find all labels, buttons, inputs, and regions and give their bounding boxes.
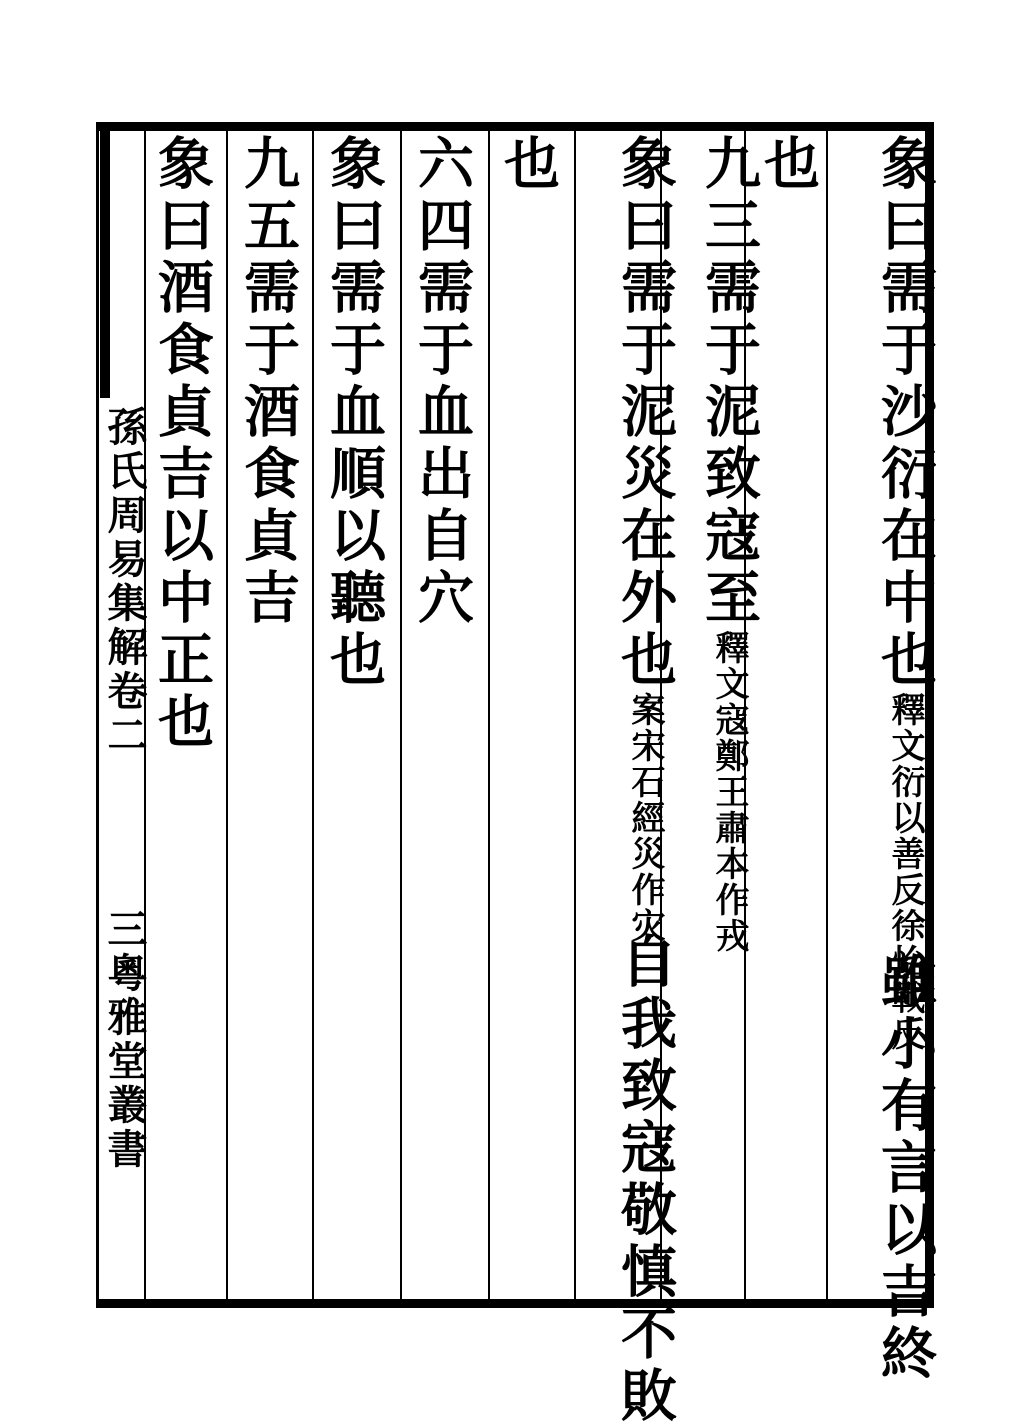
text-column-4 — [586, 134, 678, 1428]
main-text: 象曰需于泥災在外也 — [612, 134, 678, 692]
main-text: 自我致寇敬慎不敗 — [612, 932, 678, 1428]
main-text: 九五需于酒食貞吉 — [235, 134, 301, 630]
column-rule — [226, 131, 228, 1299]
text-column-8 — [235, 134, 301, 630]
main-text: 也 — [495, 134, 561, 196]
text-column-6 — [409, 134, 475, 630]
page-frame — [96, 122, 934, 1308]
text-column-3 — [672, 134, 762, 954]
publisher-name: 粵雅堂叢書 — [101, 952, 148, 1172]
text-column-9 — [149, 134, 215, 754]
page-number: 三 — [101, 908, 148, 952]
column-rule — [312, 131, 314, 1299]
column-rule — [574, 131, 576, 1299]
text-column-5 — [495, 134, 561, 196]
main-text: 六四需于血出自穴 — [409, 134, 475, 630]
commentary-note: 案宋石經災作灾 — [625, 692, 665, 944]
column-rule — [400, 131, 402, 1299]
main-text: 象曰酒食貞吉以中正也 — [149, 134, 215, 754]
main-text: 象曰需于血順以聽也 — [321, 134, 387, 692]
main-text: 雖小有言以吉終 — [872, 952, 938, 1386]
fishtail-bar — [100, 122, 110, 398]
column-rule — [488, 131, 490, 1299]
book-title: 孫氏周易集解卷二 — [101, 406, 148, 758]
text-column-2 — [755, 134, 821, 196]
commentary-note: 釋文寇鄭王肅本作戎 — [709, 630, 749, 954]
text-column-1 — [836, 134, 938, 1386]
commentary-note: 釋文衍以善反徐怡戰反 — [885, 692, 925, 1052]
column-rule — [826, 131, 828, 1299]
main-text: 九三需于泥致寇至 — [696, 134, 762, 630]
main-text: 也 — [755, 134, 821, 196]
main-text: 象曰需于沙衍在中也 — [872, 134, 938, 692]
banxin-margin — [92, 406, 148, 1306]
text-column-7 — [321, 134, 387, 692]
